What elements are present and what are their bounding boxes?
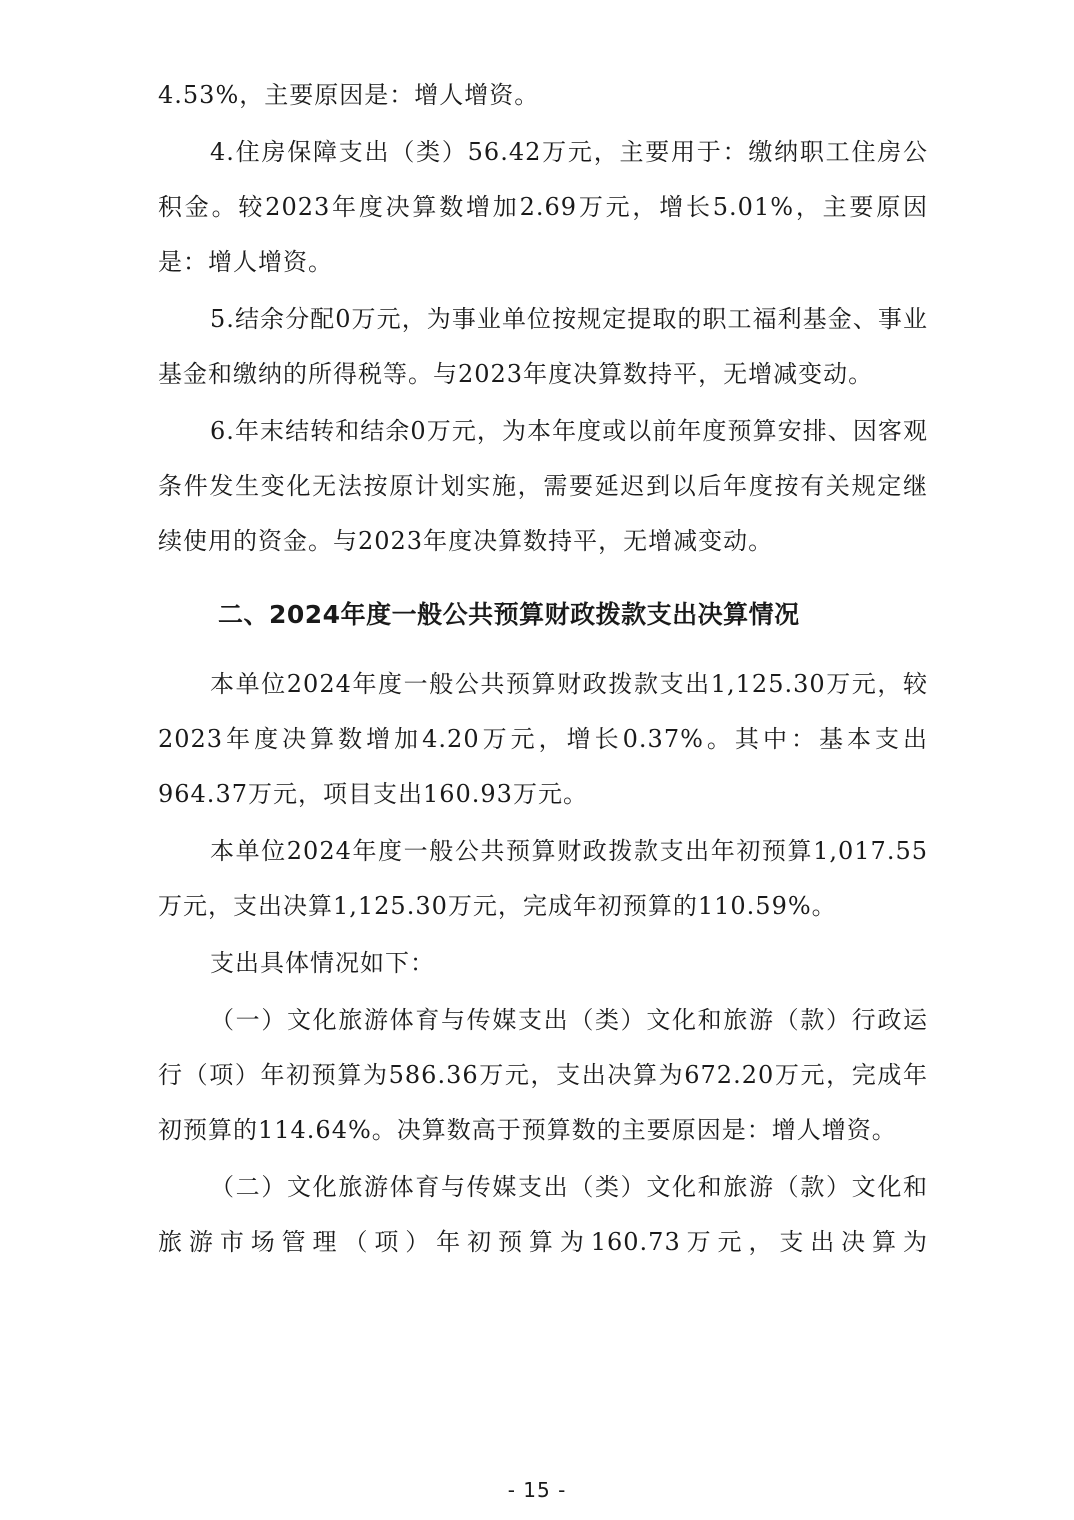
page-body [158, 68, 928, 1270]
paragraph-item-two: （二）文化旅游体育与传媒支出（类）文化和旅游（款）文化和旅游市场管理（项）年初预算为160.73万元，支出决算为 [158, 1173, 928, 1256]
page-number: - 15 - [507, 1478, 567, 1502]
paragraph-total-expense: 本单位2024年度一般公共预算财政拨款支出1,125.30万元，较2023年度决算数增加4.20万元，增长0.37%。其中：基本支出964.37万元，项目支出160.93万元。 [158, 670, 928, 808]
paragraph-continuation: 4.53%，主要原因是：增人增资。 [158, 81, 540, 109]
paragraph-budget-completion: 本单位2024年度一般公共预算财政拨款支出年初预算1,017.55万元，支出决算1,125.30万元，完成年初预算的110.59%。 [158, 837, 928, 920]
paragraph-details-intro: 支出具体情况如下： [210, 949, 435, 977]
paragraph-item-one: （一）文化旅游体育与传媒支出（类）文化和旅游（款）行政运行（项）年初预算为586.36万元，支出决算为672.20万元，完成年初预算的114.64%。决算数高于预算数的主要原因是：增人增资。 [158, 1006, 928, 1144]
paragraph-surplus-distribution: 5.结余分配0万元，为事业单位按规定提取的职工福利基金、事业基金和缴纳的所得税等。与2023年度决算数持平，无增减变动。 [158, 305, 928, 388]
paragraph-year-end-balance: 6.年末结转和结余0万元，为本年度或以前年度预算安排、因客观条件发生变化无法按原计划实施，需要延迟到以后年度按有关规定继续使用的资金。与2023年度决算数持平，无增减变动。 [158, 417, 928, 555]
section-heading: 二、2024年度一般公共预算财政拨款支出决算情况 [218, 600, 800, 629]
paragraph-housing-expense: 4.住房保障支出（类）56.42万元，主要用于：缴纳职工住房公积金。较2023年度决算数增加2.69万元，增长5.01%，主要原因是：增人增资。 [158, 138, 928, 276]
